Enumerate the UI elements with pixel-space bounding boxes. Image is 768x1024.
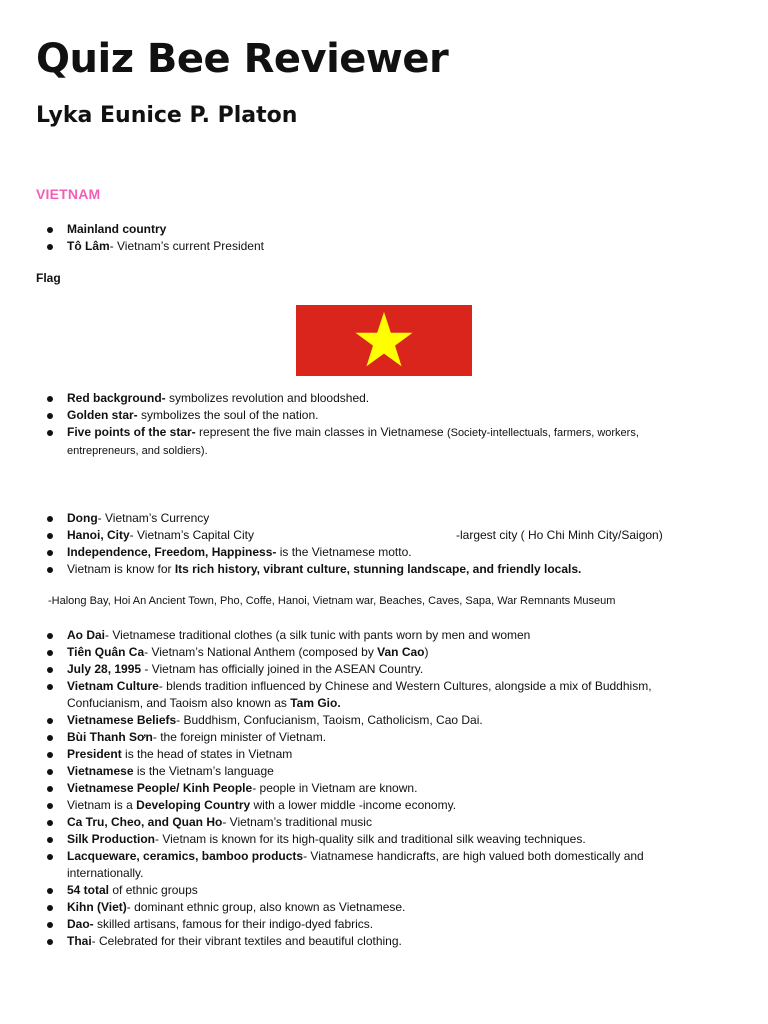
list-item: President is the head of states in Vietnam: [0, 746, 740, 763]
list-item: Dao- skilled artisans, famous for their indigo-dyed fabrics.: [0, 916, 740, 933]
facts-list: [0, 510, 740, 578]
list-item: Red background- symbolizes revolution and bloodshed.: [0, 390, 740, 407]
list-item: July 28, 1995 - Vietnam has officially joined in the ASEAN Country.: [0, 661, 740, 678]
flag-label: Flag: [36, 271, 61, 285]
list-item: Tiên Quân Ca- Vietnam’s National Anthem (composed by Van Cao): [0, 644, 740, 661]
list-item: Dong- Vietnam’s Currency: [0, 510, 740, 527]
list-item: Vietnam Culture- blends tradition influenced by Chinese and Western Cultures, alongside a mix of Buddhism, Confucianism, and Taoism also known as Tam Gio.: [0, 678, 740, 712]
list-item: Vietnam is a Developing Country with a lower middle -income economy.: [0, 797, 740, 814]
list-item: 54 total of ethnic groups: [0, 882, 740, 899]
list-item: Golden star- symbolizes the soul of the nation.: [0, 407, 740, 424]
page-title: Quiz Bee Reviewer: [36, 36, 449, 82]
list-item: Mainland country: [0, 221, 740, 238]
list-item: Independence, Freedom, Happiness- is the Vietnamese motto.: [0, 544, 740, 561]
list-item: Ca Tru, Cheo, and Quan Ho- Vietnam’s traditional music: [0, 814, 740, 831]
attractions-line: -Halong Bay, Hoi An Ancient Town, Pho, Coffe, Hanoi, Vietnam war, Beaches, Caves, Sapa, War Remnants Museum: [48, 595, 616, 607]
section-heading-vietnam: VIETNAM: [36, 186, 101, 202]
author-name: Lyka Eunice P. Platon: [36, 103, 298, 128]
details-list: [0, 627, 740, 950]
list-item: Tô Lâm- Vietnam’s current President: [0, 238, 740, 255]
list-item: Vietnamese People/ Kinh People- people in Vietnam are known.: [0, 780, 740, 797]
list-item: Vietnamese Beliefs- Buddhism, Confucianism, Taoism, Catholicism, Cao Dai.: [0, 712, 740, 729]
list-item: Ao Dai- Vietnamese traditional clothes (a silk tunic with pants worn by men and women: [0, 627, 740, 644]
list-item: Vietnamese is the Vietnam’s language: [0, 763, 740, 780]
list-item: Vietnam is know for Its rich history, vibrant culture, stunning landscape, and friendly locals.: [0, 561, 740, 578]
intro-list: [0, 221, 740, 255]
list-item: Hanoi, City- Vietnam’s Capital City -largest city ( Ho Chi Minh City/Saigon): [0, 527, 740, 544]
flag-meaning-list: [0, 390, 740, 460]
list-item: Kihn (Viet)- dominant ethnic group, also known as Vietnamese.: [0, 899, 740, 916]
list-item: Five points of the star- represent the five main classes in Vietnamese (Society-intellectuals, farmers, workers, entrepreneurs, and soldiers).: [0, 424, 740, 460]
list-item: Bùi Thanh Sơn- the foreign minister of Vietnam.: [0, 729, 740, 746]
list-item: Silk Production- Vietnam is known for its high-quality silk and traditional silk weaving techniques.: [0, 831, 740, 848]
list-item: Thai- Celebrated for their vibrant textiles and beautiful clothing.: [0, 933, 740, 950]
list-item: Lacqueware, ceramics, bamboo products- Viatnamese handicrafts, are high valued both domestically and internationally.: [0, 848, 740, 882]
vietnam-flag-image: [296, 305, 472, 376]
